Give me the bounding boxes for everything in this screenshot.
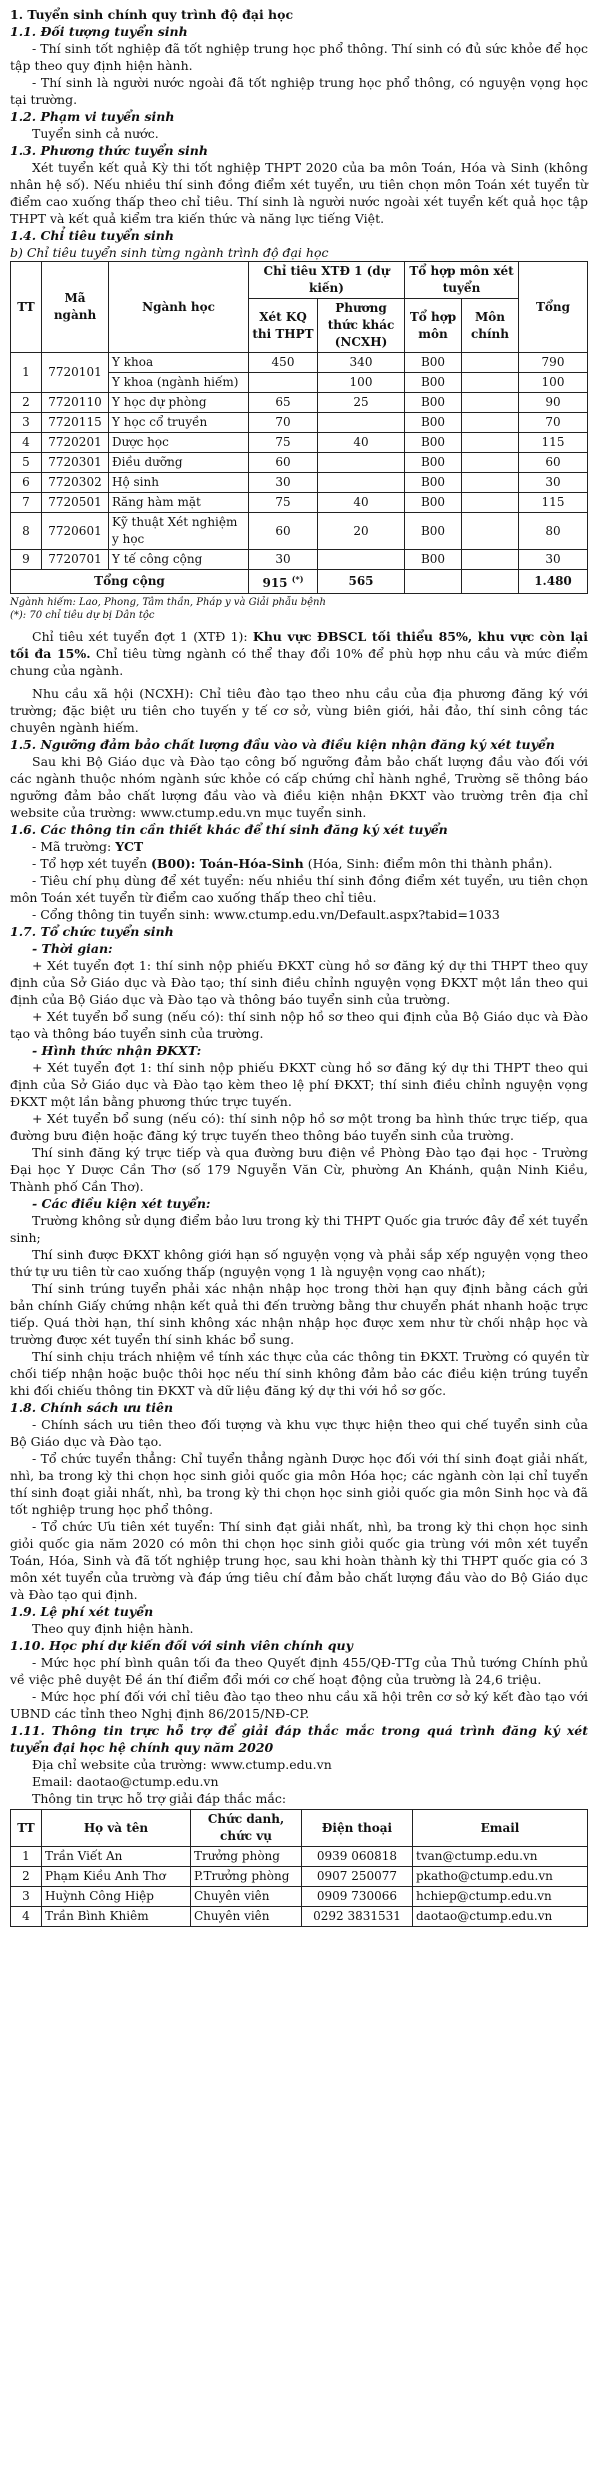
cell-tt: 1 (11, 353, 42, 393)
contact-intro-line: Thông tin trực hỗ trợ giải đáp thắc mắc: (32, 1791, 287, 1806)
total-empty-1 (405, 570, 462, 594)
quota-header-combination: Tổ hợp môn (405, 299, 462, 353)
cell-exam: 70 (249, 413, 318, 433)
cell-combination: B00 (405, 413, 462, 433)
cell-major: Răng hàm mặt (109, 493, 249, 513)
contact-header-name: Họ và tên (42, 1810, 191, 1847)
section-1-7-title: 1.7. Tổ chức tuyển sinh (10, 924, 174, 939)
cell-major: Y học dự phòng (109, 393, 249, 413)
quota-header-code: Mã ngành (42, 262, 109, 353)
cell-major: Kỹ thuật Xét nghiệm y học (109, 513, 249, 550)
contact-tt: 4 (11, 1907, 42, 1927)
total-other: 565 (318, 570, 405, 594)
cell-tt: 3 (11, 413, 42, 433)
contact-name: Trần Bình Khiêm (42, 1907, 191, 1927)
school-website-line: Địa chỉ website của trường: www.ctump.edu.vn (32, 1757, 332, 1772)
section-1-7-condition-2: Thí sinh được ĐKXT không giới hạn số nguyện vọng và phải sắp xếp nguyện vọng theo thứ tự ưu tiên từ cao xuống thấp (nguyện vọng 1 là nguyện vọng cao nhất); (10, 1247, 588, 1279)
section-1-7-condition-4: Thí sinh chịu trách nhiệm về tính xác thực của các thông tin ĐKXT. Trường có quyền từ chối tiếp nhận hoặc buộc thôi học nếu thí sinh không đảm bảo các điều kiện trúng tuyển khi đối chiếu thông tin ĐKXT và dữ liệu đăng ký dự thi với hồ sơ gốc. (10, 1349, 588, 1398)
section-1-3-title: 1.3. Phương thức tuyển sinh (10, 143, 208, 158)
cell-code: 7720201 (42, 433, 109, 453)
quota-phase-1-para (10, 628, 588, 679)
table-row (11, 1907, 588, 1927)
section-1-2-title: 1.2. Phạm vi tuyển sinh (10, 109, 175, 124)
table-row (11, 473, 588, 493)
contact-role: Chuyên viên (191, 1907, 302, 1927)
table-row (11, 493, 588, 513)
section-1-3-para-1: Xét tuyển kết quả Kỳ thi tốt nghiệp THPT 2020 của ba môn Toán, Hóa và Sinh (không nhân hệ số). Nếu nhiều thí sinh đồng điểm xét tuyển, ưu tiên chọn môn Toán xét tuyển từ điểm cao xuống thấp theo chỉ tiêu. Thí sinh là người nước ngoài xét tuyển kết quả học tập THPT và kết quả kiểm tra kiến thức và năng lực tiếng Việt. (10, 160, 588, 226)
table-note-rare: Ngành hiếm: Lao, Phong, Tâm thần, Pháp y và Giải phẫu bệnh (10, 597, 326, 608)
section-1-7-time-2: + Xét tuyển bổ sung (nếu có): thí sinh nộp hồ sơ theo qui định của Bộ Giáo dục và Đào tạo và thông báo tuyển sinh của trường. (10, 1009, 588, 1041)
contact-tt: 1 (11, 1847, 42, 1867)
table-note-reserve: (*): 70 chỉ tiêu dự bị Dân tộc (10, 610, 155, 621)
cell-major: Y học cổ truyền (109, 413, 249, 433)
cell-major: Y khoa (109, 353, 249, 373)
contact-role: P.Trưởng phòng (191, 1867, 302, 1887)
cell-main-subject (462, 550, 519, 570)
quota-header-combination-group: Tổ hợp môn xét tuyển (405, 262, 519, 299)
section-1-2-para-1: Tuyển sinh cả nước. (32, 126, 159, 141)
section-1-1-para-1: - Thí sinh tốt nghiệp đã tốt nghiệp trung học phổ thông. Thí sinh có đủ sức khỏe để học tập theo quy định hiện hành. (10, 41, 588, 73)
cell-main-subject (462, 373, 519, 393)
cell-exam: 60 (249, 453, 318, 473)
cell-total: 790 (519, 353, 588, 373)
cell-combination: B00 (405, 550, 462, 570)
cell-tt: 7 (11, 493, 42, 513)
contact-tt: 3 (11, 1887, 42, 1907)
contact-email: hchiep@ctump.edu.vn (413, 1887, 588, 1907)
section-1-7-method-2: + Xét tuyển bổ sung (nếu có): thí sinh nộp hồ sơ một trong ba hình thức trực tiếp, qua đường bưu điện hoặc đăng ký trực tuyến theo thông báo tuyển sinh của trường. (10, 1111, 588, 1143)
section-1-7-method-1: + Xét tuyển đợt 1: thí sinh nộp phiếu ĐKXT cùng hồ sơ đăng ký dự thi THPT theo qui định của Sở Giáo dục và Đào tạo kèm theo lệ phí ĐKXT; thí sinh điều chỉnh nguyện vọng ĐKXT một lần bằng phương thức trực tuyến. (10, 1060, 588, 1109)
quota-phase-1-rest: Chỉ tiêu từng ngành có thể thay đổi 10% để phù hợp nhu cầu và mức điểm chung của ngành. (10, 646, 589, 678)
quota-table-header-row (11, 262, 588, 299)
table-row (11, 353, 588, 373)
section-1-7-time-title: - Thời gian: (32, 941, 113, 956)
contact-phone: 0292 3831531 (302, 1907, 413, 1927)
quota-phase-1-label: Chỉ tiêu xét tuyển đợt 1 (XTĐ 1): (32, 629, 253, 644)
table-row (11, 393, 588, 413)
table-row (11, 453, 588, 473)
cell-code: 7720302 (42, 473, 109, 493)
table-row (11, 1867, 588, 1887)
contact-email: pkatho@ctump.edu.vn (413, 1867, 588, 1887)
total-exam (249, 570, 318, 594)
contact-table (10, 1809, 588, 1927)
combination-note: (Hóa, Sinh: điểm môn thi thành phần). (303, 856, 553, 871)
cell-total: 70 (519, 413, 588, 433)
cell-tt: 4 (11, 433, 42, 453)
cell-total: 90 (519, 393, 588, 413)
total-exam-note: (*) (291, 574, 304, 584)
cell-code: 7720501 (42, 493, 109, 513)
quota-phase-1-region: Khu vực ĐBSCL tối thiểu 85%, khu vực còn lại tối đa 15%. (10, 629, 588, 661)
table-row (11, 433, 588, 453)
section-1-7-conditions-title: - Các điều kiện xét tuyển: (32, 1196, 211, 1211)
cell-total: 80 (519, 513, 588, 550)
cell-tt: 6 (11, 473, 42, 493)
cell-total: 30 (519, 550, 588, 570)
cell-major: Hộ sinh (109, 473, 249, 493)
cell-other: 40 (318, 493, 405, 513)
contact-header-phone: Điện thoại (302, 1810, 413, 1847)
contact-name: Phạm Kiều Anh Thơ (42, 1867, 191, 1887)
section-1-5-para-1: Sau khi Bộ Giáo dục và Đào tạo công bố ngưỡng đảm bảo chất lượng đầu vào đối với các ngành thuộc nhóm ngành sức khỏe có cấp chứng chỉ hành nghề, Trường sẽ thông báo ngưỡng đảm bảo chất lượng đầu vào và điều kiện nhận ĐKXT vào trường trên địa chỉ website của trường: www.ctump.edu.vn mục tuyển sinh. (10, 754, 588, 820)
cell-code: 7720115 (42, 413, 109, 433)
section-1-8-para-2: - Tổ chức tuyển thẳng: Chỉ tuyển thẳng ngành Dược học đối với thí sinh đoạt giải nhất, nhì, ba trong kỳ thi chọn học sinh giỏi quốc gia môn Hóa học; các ngành còn lại chỉ tuyển thí sinh đoạt giải nhất, nhì, ba trong kỳ thi chọn học sinh giỏi quốc gia môn Sinh học và đã tốt nghiệp trung học phổ thông. (10, 1451, 588, 1517)
cell-main-subject (462, 473, 519, 493)
contact-table-header-row (11, 1810, 588, 1847)
total-empty-2 (462, 570, 519, 594)
table-row (11, 413, 588, 433)
cell-total: 60 (519, 453, 588, 473)
contact-role: Trưởng phòng (191, 1847, 302, 1867)
cell-combination: B00 (405, 493, 462, 513)
combination-value: (B00): Toán-Hóa-Sinh (151, 856, 304, 871)
cell-combination: B00 (405, 473, 462, 493)
cell-other: 20 (318, 513, 405, 550)
cell-combination: B00 (405, 513, 462, 550)
section-1-4-subtitle: b) Chỉ tiêu tuyển sinh từng ngành trình độ đại học (10, 245, 329, 260)
section-1-4-title: 1.4. Chỉ tiêu tuyển sinh (10, 228, 174, 243)
quota-table (10, 261, 588, 594)
contact-email: daotao@ctump.edu.vn (413, 1907, 588, 1927)
contact-tt: 2 (11, 1867, 42, 1887)
cell-exam: 450 (249, 353, 318, 373)
contact-header-email: Email (413, 1810, 588, 1847)
cell-total: 100 (519, 373, 588, 393)
section-1-1-para-2: - Thí sinh là người nước ngoài đã tốt nghiệp trung học phổ thông, có nguyện vọng học tại trường. (10, 75, 588, 107)
cell-other (318, 453, 405, 473)
cell-major: Y khoa (ngành hiếm) (109, 373, 249, 393)
quota-header-other: Phương thức khác (NCXH) (318, 299, 405, 353)
cell-other: 100 (318, 373, 405, 393)
table-row (11, 550, 588, 570)
cell-major: Dược học (109, 433, 249, 453)
cell-main-subject (462, 413, 519, 433)
cell-exam: 60 (249, 513, 318, 550)
cell-main-subject (462, 393, 519, 413)
cell-main-subject (462, 493, 519, 513)
section-1-6-para-3: - Tiêu chí phụ dùng để xét tuyển: nếu nhiều thí sinh đồng điểm xét tuyển, ưu tiên chọn môn Toán xét tuyển từ điểm cao xuống thấp theo chỉ tiêu. (10, 873, 588, 905)
total-label: Tổng cộng (11, 570, 249, 594)
combination-line (10, 855, 588, 872)
section-1-11-title: 1.11. Thông tin trực hỗ trợ để giải đáp thắc mắc trong quá trình đăng ký xét tuyển đại học hệ chính quy năm 2020 (10, 1723, 588, 1755)
cell-combination: B00 (405, 453, 462, 473)
section-1-7-condition-1: Trường không sử dụng điểm bảo lưu trong kỳ thi THPT Quốc gia trước đây để xét tuyển sinh; (10, 1213, 588, 1245)
cell-tt: 5 (11, 453, 42, 473)
cell-main-subject (462, 513, 519, 550)
cell-major: Điều dưỡng (109, 453, 249, 473)
cell-code: 7720110 (42, 393, 109, 413)
cell-code: 7720701 (42, 550, 109, 570)
cell-exam (249, 373, 318, 393)
school-email-line: Email: daotao@ctump.edu.vn (32, 1774, 219, 1789)
section-1-1-title: 1.1. Đối tượng tuyển sinh (10, 24, 188, 39)
cell-main-subject (462, 433, 519, 453)
cell-exam: 65 (249, 393, 318, 413)
cell-exam: 75 (249, 493, 318, 513)
cell-code: 7720101 (42, 353, 109, 393)
cell-tt: 2 (11, 393, 42, 413)
quota-header-quota: Chỉ tiêu XTĐ 1 (dự kiến) (249, 262, 405, 299)
cell-other: 340 (318, 353, 405, 373)
contact-email: tvan@ctump.edu.vn (413, 1847, 588, 1867)
cell-other (318, 550, 405, 570)
table-total-row (11, 570, 588, 594)
section-1-9-title: 1.9. Lệ phí xét tuyển (10, 1604, 154, 1619)
section-1-title: 1. Tuyển sinh chính quy trình độ đại học (10, 7, 294, 22)
cell-other (318, 473, 405, 493)
quota-header-exam: Xét KQ thi THPT (249, 299, 318, 353)
contact-name: Trần Viết An (42, 1847, 191, 1867)
cell-total: 30 (519, 473, 588, 493)
section-1-6-title: 1.6. Các thông tin cần thiết khác để thí sinh đăng ký xét tuyển (10, 822, 448, 837)
contact-phone: 0909 730066 (302, 1887, 413, 1907)
section-1-7-condition-3: Thí sinh trúng tuyển phải xác nhận nhập học trong thời hạn quy định bằng cách gửi bản chính Giấy chứng nhận kết quả thi đến trường bằng thư chuyển phát nhanh hoặc trực tiếp. Quá thời hạn, thí sinh không xác nhận nhập học được xem như từ chối nhập học và trường được xét tuyển thí sinh khác bổ sung. (10, 1281, 588, 1347)
section-1-8-para-1: - Chính sách ưu tiên theo đối tượng và khu vực thực hiện theo qui chế tuyển sinh của Bộ Giáo dục và Đào tạo. (10, 1417, 588, 1449)
table-row (11, 1887, 588, 1907)
section-1-5-title: 1.5. Ngưỡng đảm bảo chất lượng đầu vào và điều kiện nhận đăng ký xét tuyển (10, 737, 555, 752)
quota-header-main-subject: Môn chính (462, 299, 519, 353)
section-1-8-title: 1.8. Chính sách ưu tiên (10, 1400, 174, 1415)
admission-portal-line: - Cổng thông tin tuyển sinh: www.ctump.edu.vn/Default.aspx?tabid=1033 (32, 907, 500, 922)
cell-exam: 30 (249, 550, 318, 570)
contact-role: Chuyên viên (191, 1887, 302, 1907)
cell-combination: B00 (405, 353, 462, 373)
cell-tt: 9 (11, 550, 42, 570)
cell-main-subject (462, 453, 519, 473)
cell-total: 115 (519, 433, 588, 453)
social-demand-para: Nhu cầu xã hội (NCXH): Chỉ tiêu đào tạo theo nhu cầu của địa phương đăng ký với trường; đặc biệt ưu tiên cho tuyến y tế cơ sở, vùng biên giới, hải đảo, thí sinh công tác chuyên ngành hiếm. (10, 686, 588, 735)
cell-other (318, 413, 405, 433)
contact-phone: 0939 060818 (302, 1847, 413, 1867)
cell-combination: B00 (405, 393, 462, 413)
quota-header-tt: TT (11, 262, 42, 353)
contact-phone: 0907 250077 (302, 1867, 413, 1887)
section-1-10-para-2: - Mức học phí đối với chỉ tiêu đào tạo theo nhu cầu xã hội trên cơ sở ký kết đào tạo với UBND các tỉnh theo Nghị định 86/2015/NĐ-CP. (10, 1689, 588, 1721)
section-1-8-para-3: - Tổ chức Ưu tiên xét tuyển: Thí sinh đạt giải nhất, nhì, ba trong kỳ thi chọn học sinh giỏi quốc gia năm 2020 có môn thi chọn học sinh giỏi quốc gia trùng với môn xét tuyển Toán, Hóa, Sinh và đã tốt nghiệp trung học, sau khi hoàn thành kỳ thi THPT quốc gia có 3 môn xét tuyển của trường và đáp ứng tiêu chí đảm bảo chất lượng đầu vào do Bộ Giáo dục và Đào tạo qui định. (10, 1519, 588, 1602)
section-1-10-title: 1.10. Học phí dự kiến đối với sinh viên chính quy (10, 1638, 353, 1653)
cell-exam: 30 (249, 473, 318, 493)
combination-label: - Tổ hợp xét tuyển (32, 856, 152, 871)
school-code-label: - Mã trường: (32, 839, 116, 854)
cell-total: 115 (519, 493, 588, 513)
cell-code: 7720301 (42, 453, 109, 473)
school-code-line (10, 838, 588, 855)
cell-other: 40 (318, 433, 405, 453)
cell-other: 25 (318, 393, 405, 413)
contact-header-role: Chức danh, chức vụ (191, 1810, 302, 1847)
section-1-7-time-1: + Xét tuyển đợt 1: thí sinh nộp phiếu ĐKXT cùng hồ sơ đăng ký dự thi THPT theo quy định của Sở Giáo dục và Đào tạo; thí sinh điều chỉnh nguyện vọng ĐKXT một lần theo qui định của Bộ Giáo dục và Đào tạo và thông báo tuyển sinh của trường. (10, 958, 588, 1007)
section-1-10-para-1: - Mức học phí bình quân tối đa theo Quyết định 455/QĐ-TTg của Thủ tướng Chính phủ về việc phê duyệt Đề án thí điểm đổi mới cơ chế hoạt động của trường là 24,6 triệu. (10, 1655, 588, 1687)
total-sum: 1.480 (519, 570, 588, 594)
contact-name: Huỳnh Công Hiệp (42, 1887, 191, 1907)
quota-header-total: Tổng (519, 262, 588, 353)
cell-exam: 75 (249, 433, 318, 453)
cell-combination: B00 (405, 373, 462, 393)
cell-tt: 8 (11, 513, 42, 550)
total-exam-value: 915 (262, 576, 288, 590)
cell-combination: B00 (405, 433, 462, 453)
cell-code: 7720601 (42, 513, 109, 550)
table-row (11, 1847, 588, 1867)
cell-main-subject (462, 353, 519, 373)
table-row (11, 513, 588, 550)
section-1-9-para-1: Theo quy định hiện hành. (32, 1621, 194, 1636)
contact-header-tt: TT (11, 1810, 42, 1847)
section-1-7-method-title: - Hình thức nhận ĐKXT: (32, 1043, 202, 1058)
school-code-value: YCT (115, 839, 144, 854)
section-1-7-method-3: Thí sinh đăng ký trực tiếp và qua đường bưu điện về Phòng Đào tạo đại học - Trường Đại học Y Dược Cần Thơ (số 179 Nguyễn Văn Cừ, phường An Khánh, quận Ninh Kiều, Thành phố Cần Thơ). (10, 1145, 588, 1194)
quota-header-major: Ngành học (109, 262, 249, 353)
cell-major: Y tế công cộng (109, 550, 249, 570)
